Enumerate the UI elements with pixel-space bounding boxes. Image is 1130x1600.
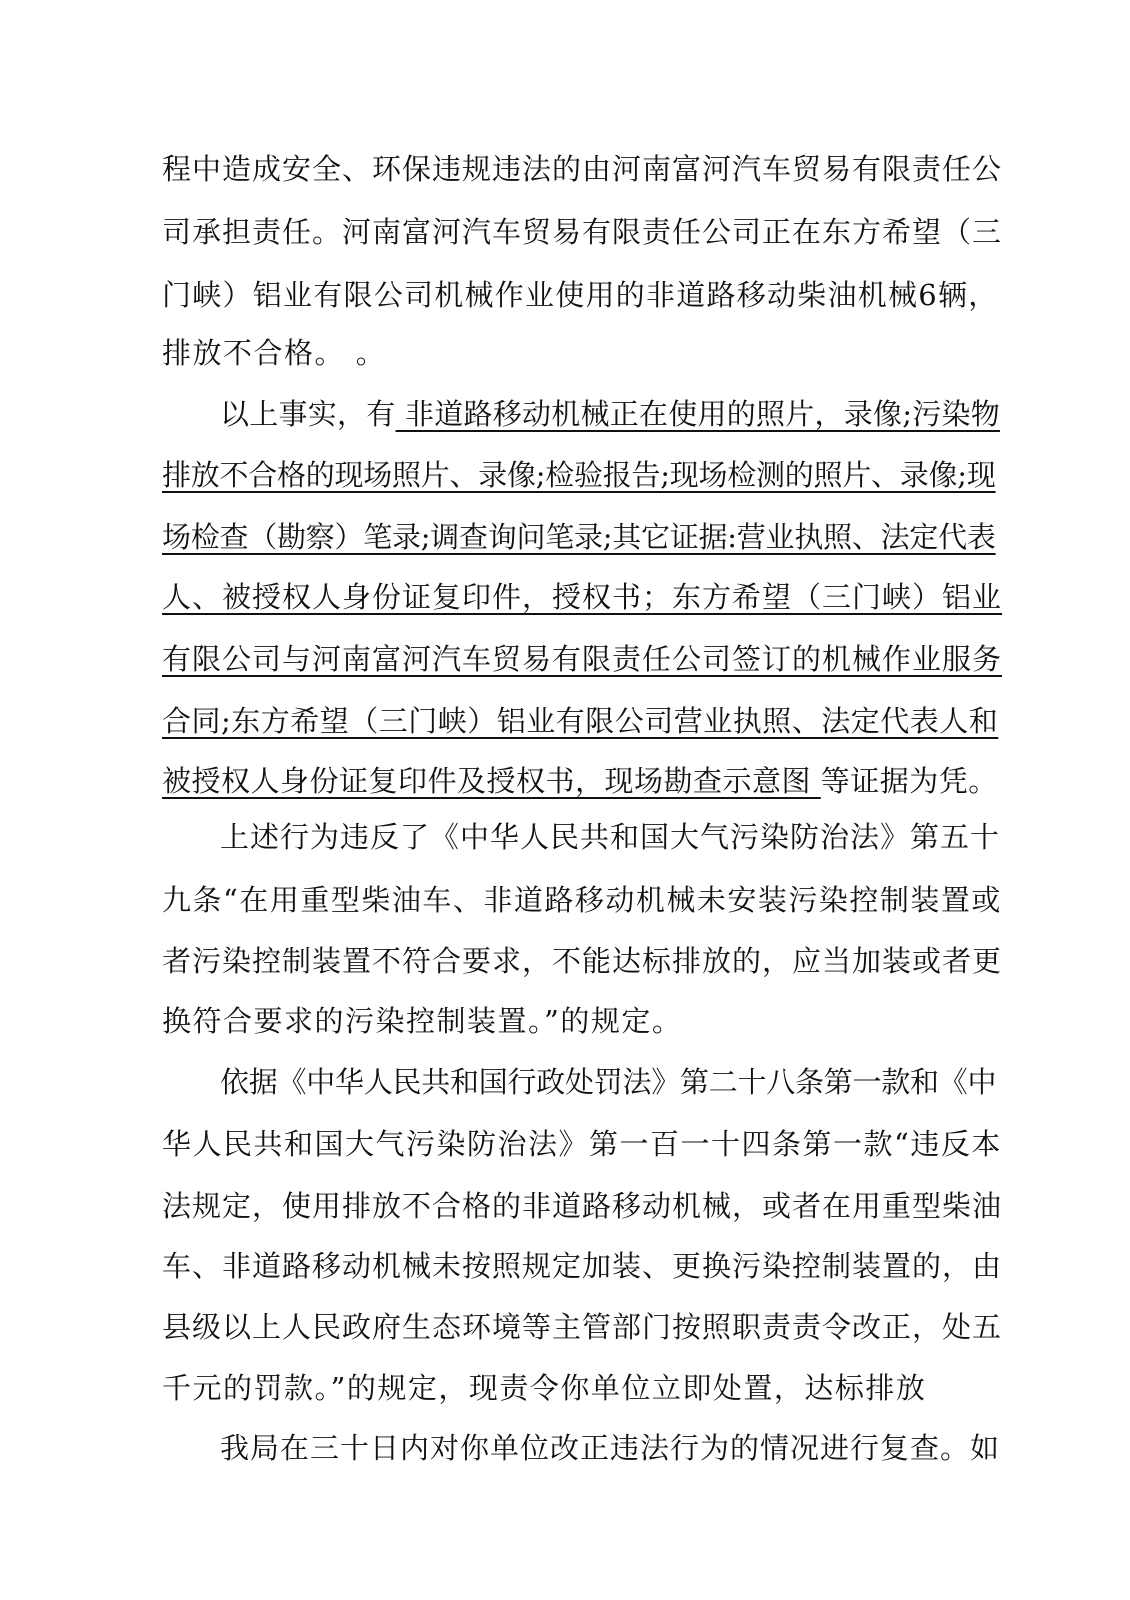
paragraph-2-line-2: 排放不合格的现场照片、录像;检验报告;现场检测的照片、录像;现	[162, 458, 996, 492]
paragraph-4-line-5: 县级以上人民政府生态环境等主管部门按照职责责令改正，处五	[162, 1310, 1003, 1344]
paragraph-1-line-3: 门峡）铝业有限公司机械作业使用的非道路移动柴油机械6辆，	[162, 278, 999, 312]
paragraph-4-line-2: 华人民共和国大气污染防治法》第一百一十四条第一款“违反本	[162, 1127, 1002, 1161]
paragraph-2-line-6: 合同;东方希望（三门峡）铝业有限公司营业执照、法定代表人和	[162, 704, 999, 738]
paragraph-3-line-2: 九条“在用重型柴油车、非道路移动机械未安装污染控制装置或	[162, 883, 1002, 917]
paragraph-4-line-3: 法规定，使用排放不合格的非道路移动机械，或者在用重型柴油	[162, 1189, 1003, 1223]
evidence-lead: 以上事实，有	[220, 397, 396, 431]
paragraph-1-line-4: 排放不合格。 。	[162, 336, 387, 370]
paragraph-2-line-4: 人、被授权人身份证复印件，授权书；东方希望（三门峡）铝业	[162, 580, 1003, 614]
paragraph-4-line-1: 依据《中华人民共和国行政处罚法》第二十八条第一款和《中	[220, 1065, 997, 1099]
paragraph-3-line-4: 换符合要求的污染控制装置。”的规定。	[162, 1004, 683, 1038]
evidence-tail: 等证据为凭。	[820, 764, 998, 798]
evidence-text: 被授权人身份证复印件及授权书，现场勘查示意图	[162, 764, 821, 798]
paragraph-4-line-4: 车、非道路移动机械未按照规定加装、更换污染控制装置的，由	[162, 1249, 1003, 1283]
paragraph-2-line-3: 场检查（勘察）笔录;调查询问笔录;其它证据:营业执照、法定代表	[162, 520, 996, 554]
paragraph-2-line-5: 有限公司与河南富河汽车贸易有限责任公司签订的机械作业服务	[162, 642, 1003, 676]
paragraph-3-line-3: 者污染控制装置不符合要求，不能达标排放的，应当加装或者更	[162, 944, 1003, 978]
evidence-text: 非道路移动机械正在使用的照片，录像;污染物	[395, 397, 1001, 431]
paragraph-2-line-7	[162, 761, 1002, 801]
paragraph-1-line-2: 司承担责任。河南富河汽车贸易有限责任公司正在东方希望（三	[162, 215, 1003, 249]
paragraph-2-line-1	[220, 394, 1002, 434]
paragraph-1-line-1: 程中造成安全、环保违规违法的由河南富河汽车贸易有限责任公	[162, 152, 1003, 186]
paragraph-5-line-1: 我局在三十日内对你单位改正违法行为的情况进行复查。如	[220, 1431, 1001, 1465]
paragraph-4-line-6: 千元的罚款。”的规定，现责令你单位立即处置，达标排放	[162, 1371, 927, 1405]
paragraph-3-line-1: 上述行为违反了《中华人民共和国大气污染防治法》第五十	[220, 820, 1001, 854]
